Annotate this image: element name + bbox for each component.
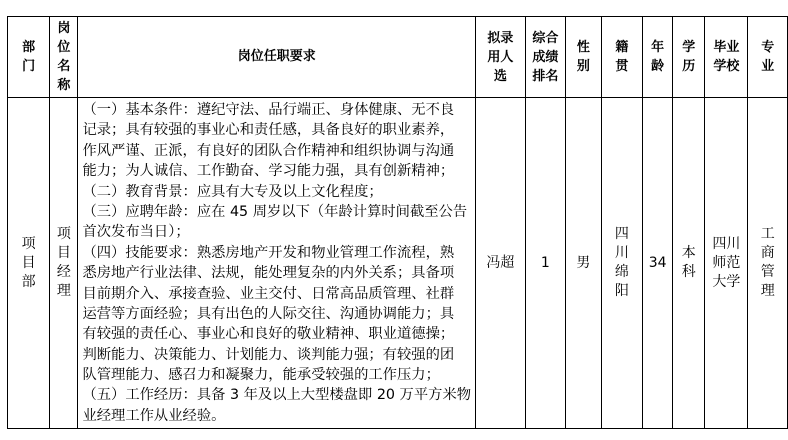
header-rank: 综合成绩排名 bbox=[525, 17, 565, 98]
requirement-line: 有较强的责任心、事业心和良好的敬业精神、职业道德操； bbox=[82, 326, 455, 343]
requirement-line: 运营等方面经验；具有出色的人际交往、沟通协调能力；具 bbox=[82, 305, 455, 322]
header-department: 部门 bbox=[8, 17, 50, 98]
cell-gender: 男 bbox=[566, 98, 602, 429]
recruitment-table bbox=[7, 16, 788, 429]
header-gender: 性别 bbox=[566, 17, 602, 98]
requirement-line: 悉房地产行业法律、法规，能处理复杂的内外关系；具备项 bbox=[82, 265, 455, 282]
requirement-line: （五）工作经历：具备 3 年及以上大型楼盘即 20 万平方米物 bbox=[82, 387, 472, 404]
cell-position: 项目经理 bbox=[50, 98, 78, 429]
cell-requirements bbox=[78, 98, 476, 429]
cell-age: 34 bbox=[643, 98, 673, 429]
header-position: 岗位名称 bbox=[50, 17, 78, 98]
requirement-line: （三）应聘年龄：应在 45 周岁以下（年龄计算时间截至公告 bbox=[82, 203, 468, 220]
cell-rank: 1 bbox=[525, 98, 565, 429]
table-row bbox=[8, 98, 788, 429]
requirement-line: 队管理能力、感召力和凝聚力，能承受较强的工作压力； bbox=[82, 367, 440, 384]
cell-department: 项目部 bbox=[8, 98, 50, 429]
cell-education: 本科 bbox=[673, 98, 705, 429]
header-education: 学历 bbox=[673, 17, 705, 98]
requirement-line: （一）基本条件：遵纪守法、品行端正、身体健康、无不良 bbox=[82, 102, 455, 118]
requirement-line: 记录；具有较强的事业心和责任感，具备良好的职业素养， bbox=[82, 122, 455, 139]
requirement-line: （四）技能要求：熟悉房地产开发和物业管理工作流程，熟 bbox=[82, 244, 455, 261]
header-school: 毕业学校 bbox=[705, 17, 748, 98]
cell-school: 四川师范大学 bbox=[705, 98, 748, 429]
requirement-line: 能力；为人诚信、工作勤奋、学习能力强，具有创新精神； bbox=[82, 163, 455, 180]
header-requirements: 岗位任职要求 bbox=[78, 17, 476, 98]
cell-major: 工商管理 bbox=[748, 98, 788, 429]
cell-candidate: 冯超 bbox=[476, 98, 526, 429]
requirement-line: （二）教育背景：应具有大专及以上文化程度； bbox=[82, 183, 383, 200]
header-row bbox=[8, 17, 788, 98]
header-age: 年龄 bbox=[643, 17, 673, 98]
requirement-line: 业经理工作从业经验。 bbox=[82, 407, 226, 424]
requirement-line: 目前期介入、承接查验、业主交付、日常高品质管理、社群 bbox=[82, 285, 455, 302]
header-major: 专业 bbox=[748, 17, 788, 98]
header-candidate: 拟录用人选 bbox=[476, 17, 526, 98]
requirement-line: 首次发布当日）； bbox=[82, 224, 190, 241]
header-origin: 籍贯 bbox=[601, 17, 642, 98]
requirement-line: 判断能力、决策能力、计划能力、谈判能力强；有较强的团 bbox=[82, 346, 455, 363]
cell-origin: 四川绵阳 bbox=[601, 98, 642, 429]
requirement-line: 作风严谨、正派，有良好的团队合作精神和组织协调与沟通 bbox=[82, 142, 455, 159]
